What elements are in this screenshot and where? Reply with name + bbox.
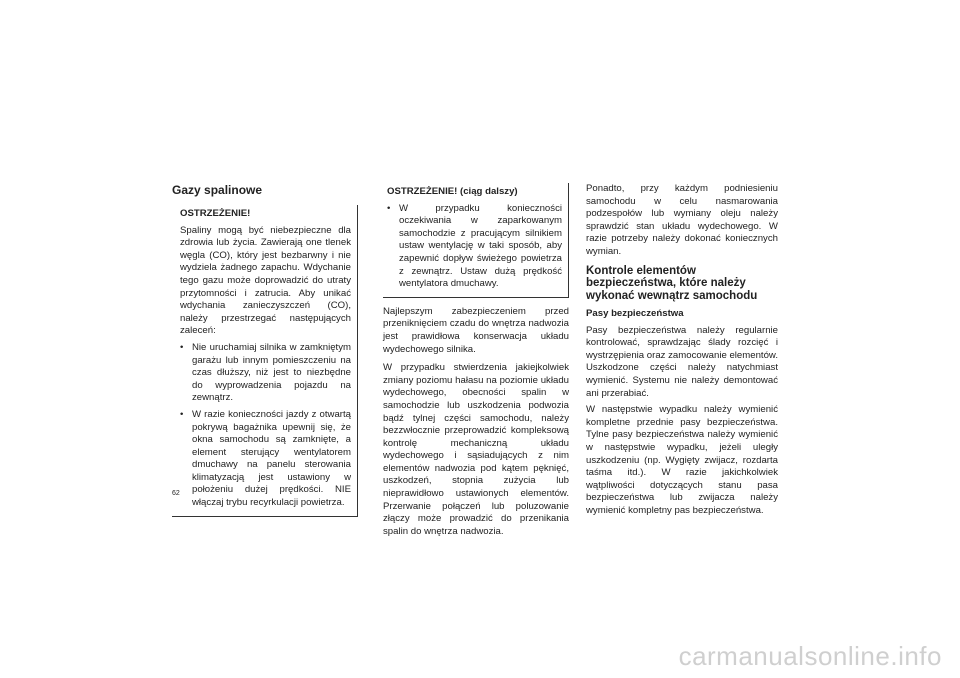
bullet-icon: • — [180, 341, 184, 353]
section-title: Gazy spalinowe — [172, 183, 263, 197]
body-paragraph: W następstwie wypadku należy wymienić kompletne przednie pasy bezpieczeństwa. Tylne pasy bezpieczeństwa należy wymienić w następstwie wypadku, jeżeli uległy uszkodzeniu (np. Wygięty zwijacz, rozdarta taśma itd.). W razie jakichkolwiek wątpliwości dotyczących stanu pasa bezpieczeństwa lub zwijacza należy wymienić kompletny pas bezpieczeństwa. — [586, 404, 778, 516]
bullet-icon: • — [387, 202, 391, 214]
body-paragraph: Pasy bezpieczeństwa należy regularnie kontrolować, sprawdzając ślady rozcięć i wystrzępienia oraz zamocowanie elementów. Uszkodzone części należy natychmiast wymienić. Systemu nie należy demontować ani przerabiać. — [586, 324, 778, 399]
warning-box-continued — [383, 183, 569, 298]
watermark: carmanualsonline.info — [678, 641, 942, 671]
warning-bullet-text: Nie uruchamiaj silnika w zamkniętym garażu lub innym pomieszczeniu na czas dłuższy, niż jest to niezbędne do wyprowadzenia pojazdu na zewnątrz. — [192, 341, 351, 404]
bullet-icon: • — [180, 408, 184, 420]
warning-bullet — [180, 409, 351, 510]
column-left — [172, 183, 358, 517]
subsection-heading: Kontrole elementów bezpieczeństwa, które należy wykonać wewnątrz samochodu — [586, 264, 758, 302]
column-middle — [383, 183, 569, 538]
warning-bullet-list — [387, 203, 562, 291]
subsection-subheading: Pasy bezpieczeństwa — [586, 308, 684, 320]
warning-title: OSTRZEŻENIE! (ciąg dalszy) — [387, 186, 518, 197]
column-right — [586, 183, 778, 518]
body-paragraph: Najlepszym zabezpieczeniem przed przeniknięciem czadu do wnętrza nadwozia jest prawidłowa konserwacja układu wydechowego silnika. — [383, 305, 569, 355]
warning-bullet-text: W razie konieczności jazdy z otwartą pokrywą bagażnika upewnij się, że okna samochodu są zamknięte, a element sterujący wentylatorem dmuchawy na panelu sterowania klimatyzacją jest ustawiony w położeniu dużej prędkości. NIE włączaj trybu recyrkulacji powietrza. — [192, 408, 351, 509]
warning-bullet — [180, 342, 351, 405]
warning-bullet-text: W przypadku konieczności oczekiwania w zaparkowanym samochodzie z pracującym silnikiem ustaw wentylację w taki sposób, aby zapewnić dopływ świeżego powietrza z zewnątrz. Ustaw dużą prędkość wentylatora dmuchawy. — [399, 202, 562, 290]
warning-box — [172, 205, 358, 517]
intro-paragraph: Ponadto, przy każdym podniesieniu samochodu w celu nasmarowania podzespołów lub wymiany oleju należy sprawdzić stan układu wydechowego. W razie potrzeby należy dokonać koniecznych wymian. — [586, 183, 778, 257]
warning-text: Spaliny mogą być niebezpieczne dla zdrowia lub życia. Zawierają one tlenek węgla (CO), który jest bezbarwny i nie wydziela żadnego zapachu. Wdychanie tego gazu może doprowadzić do utraty przytomności i zatrucia. Aby unikać wdychania zanieczyszczeń (CO), należy przestrzegać następujących zaleceń: — [180, 224, 351, 337]
warning-title: OSTRZEŻENIE! — [180, 208, 251, 219]
warning-bullet — [387, 203, 562, 291]
page-number: 62 — [172, 490, 180, 497]
warning-bullet-list — [180, 342, 351, 510]
body-paragraph: W przypadku stwierdzenia jakiejkolwiek zmiany poziomu hałasu na poziomie układu wydechowego, obecności spalin w samochodzie lub uszkodzenia podwozia bądź tylnej części samochodu, należy bezzwłocznie przeprowadzić kompleksową kontrolę mechaniczną układu wydechowego i sąsiadujących z nim elementów nadwozia pod kątem pęknięć, uszkodzeń, stopnia zużycia lub nieprawidłowo ustawionych elementów. Przerwanie połączeń lub poluzowanie złączy może prowadzić do przenikania spalin do wnętrza nadwozia. — [383, 362, 569, 537]
